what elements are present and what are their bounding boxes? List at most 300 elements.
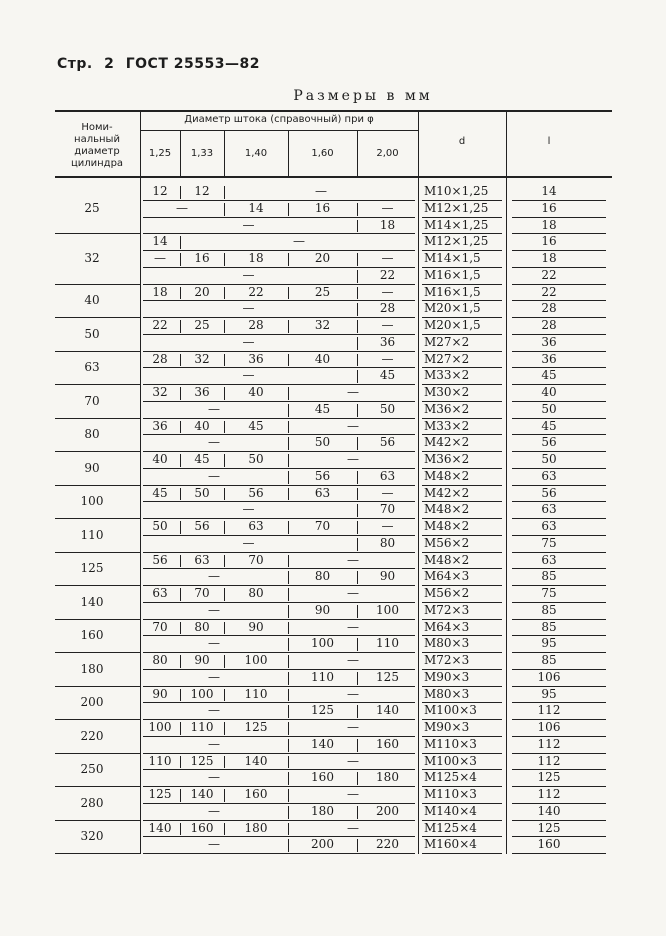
cell-separator [180, 488, 181, 501]
rod-diameter-cell: — [208, 602, 220, 617]
length-cell: 85 [541, 569, 557, 584]
cell-separator [357, 638, 358, 651]
cell-separator [180, 186, 181, 199]
cell-separator [357, 404, 358, 417]
cell-separator [357, 605, 358, 618]
rod-diameter-cell: 18 [248, 251, 264, 265]
rod-diameter-cell: 100 [311, 636, 334, 651]
group-separator [55, 384, 140, 385]
group-separator [55, 284, 140, 285]
length-row-underline [512, 585, 606, 586]
cell-separator [224, 320, 225, 333]
rod-diameter-cell: — [347, 686, 359, 701]
nominal-diameter-cell: 110 [80, 527, 104, 542]
rod-row-underline [143, 786, 415, 787]
rod-diameter-cell: — [208, 770, 220, 785]
group-separator [55, 351, 140, 352]
rod-row-underline [143, 602, 415, 603]
thread-cell: M10×1,25 [424, 184, 489, 198]
rod-diameter-cell: 45 [152, 485, 168, 500]
rod-diameter-cell: 180 [311, 803, 334, 818]
length-cell: 106 [537, 669, 561, 684]
rod-diameter-cell: 50 [194, 485, 210, 500]
rod-diameter-cell: 140 [311, 736, 334, 751]
body-column-rule [506, 176, 507, 854]
thread-cell: M56×2 [424, 586, 470, 600]
length-cell: 63 [541, 468, 557, 483]
length-row-underline [512, 351, 606, 352]
rod-diameter-cell: 80 [248, 586, 264, 600]
rod-diameter-cell: 14 [152, 234, 168, 249]
thread-cell: M160×4 [424, 837, 477, 852]
rod-diameter-cell: 32 [194, 351, 210, 366]
rod-row-underline [143, 803, 415, 804]
cell-separator [224, 756, 225, 769]
group-separator [55, 451, 140, 452]
rod-diameter-cell: 56 [248, 485, 264, 500]
rod-diameter-cell: — [242, 217, 255, 232]
length-row-underline [512, 619, 606, 620]
rod-row-underline [143, 669, 415, 670]
cell-separator [288, 806, 289, 819]
rod-diameter-cell: — [347, 385, 359, 399]
cell-separator [180, 555, 181, 568]
cell-separator [288, 672, 289, 685]
thread-cell: M56×2 [424, 535, 470, 550]
rod-row-underline [143, 233, 415, 234]
rod-diameter-cell: 160 [311, 770, 334, 785]
rod-diameter-cell: — [381, 318, 394, 332]
nominal-diameter-header: диаметр [74, 146, 120, 157]
rod-row-underline [143, 535, 415, 536]
cell-separator [180, 722, 181, 735]
rod-diameter-cell: 180 [244, 820, 268, 835]
cell-separator [288, 756, 289, 769]
thread-cell: M30×2 [424, 385, 470, 399]
cell-separator [288, 739, 289, 752]
rod-diameter-cell: — [381, 351, 394, 366]
length-row-underline [512, 401, 606, 402]
rod-diameter-cell: — [242, 368, 255, 383]
cell-separator [357, 303, 358, 316]
header-phi-rule [224, 130, 225, 176]
nominal-diameter-cell: 220 [80, 728, 104, 743]
rod-diameter-cell: 22 [379, 267, 396, 282]
length-cell: 140 [537, 803, 561, 818]
thread-cell: M110×3 [424, 736, 477, 751]
length-row-underline [512, 250, 606, 251]
thread-cell: M80×3 [424, 686, 470, 701]
cell-separator [180, 521, 181, 534]
thread-cell: M16×1,5 [424, 284, 481, 299]
rod-row-underline [143, 334, 415, 335]
rod-diameter-cell: 12 [194, 184, 210, 198]
rod-row-underline [143, 401, 415, 402]
rod-diameter-cell: 125 [244, 720, 268, 734]
cell-separator [288, 571, 289, 584]
length-row-underline [512, 434, 606, 435]
thread-cell: M27×2 [424, 334, 470, 349]
rod-diameter-cell: 70 [379, 502, 396, 517]
rod-diameter-cell: — [347, 452, 359, 466]
group-separator [55, 786, 140, 787]
length-cell: 22 [541, 267, 557, 282]
length-row-underline [512, 602, 606, 603]
page-number: 2 [104, 56, 115, 72]
rod-diameter-cell: 70 [194, 586, 210, 600]
cell-separator [288, 655, 289, 668]
length-cell: 125 [537, 820, 561, 835]
length-cell: 36 [541, 334, 557, 349]
rod-diameter-cell: 45 [194, 452, 210, 466]
rod-diameter-cell: 70 [152, 619, 168, 634]
cell-separator [180, 655, 181, 668]
rod-row-underline [143, 250, 415, 251]
rod-diameter-cell: 90 [152, 686, 168, 701]
rod-diameter-cell: 160 [190, 820, 214, 835]
nominal-diameter-cell: 200 [80, 695, 104, 710]
cell-separator [288, 789, 289, 802]
cell-separator [288, 471, 289, 484]
thread-cell: M80×3 [424, 636, 470, 651]
cell-separator [180, 588, 181, 601]
cell-separator [224, 186, 225, 199]
rod-row-underline [143, 820, 415, 821]
cell-separator [288, 437, 289, 450]
header-bottom-rule [55, 176, 612, 178]
cell-separator [357, 739, 358, 752]
group-separator [55, 418, 140, 419]
rod-row-underline [143, 853, 415, 854]
nominal-diameter-cell: 140 [80, 594, 104, 609]
rod-row-underline [143, 836, 415, 837]
length-row-underline [512, 652, 606, 653]
cell-separator [288, 203, 289, 216]
cell-separator [180, 387, 181, 400]
length-row-underline [512, 317, 606, 318]
rod-diameter-cell: 20 [314, 251, 331, 265]
rod-diameter-cell: 16 [314, 200, 331, 215]
rod-diameter-cell: 40 [194, 418, 210, 433]
rod-diameter-cell: 140 [148, 820, 172, 835]
cell-separator [224, 555, 225, 568]
rod-diameter-cell: — [242, 267, 255, 282]
cell-separator [288, 354, 289, 367]
rod-diameter-cell: — [347, 418, 359, 433]
header-phi-rule [180, 130, 181, 176]
length-cell: 28 [541, 318, 557, 332]
rod-row-underline [143, 552, 415, 553]
rod-diameter-cell: 220 [376, 837, 399, 852]
phi-header: 1,40 [244, 148, 268, 159]
cell-separator [180, 454, 181, 467]
rod-diameter-cell: 25 [314, 284, 331, 299]
nominal-diameter-cell: 250 [80, 762, 104, 777]
rod-diameter-cell: 80 [152, 653, 168, 667]
thread-cell: M48×2 [424, 468, 470, 483]
thread-cell: M48×2 [424, 552, 470, 567]
rod-diameter-cell: 12 [152, 184, 168, 198]
cell-separator [180, 421, 181, 434]
rod-diameter-cell: — [347, 653, 359, 667]
cell-separator [180, 622, 181, 635]
cell-separator [224, 253, 225, 266]
cell-separator [357, 354, 358, 367]
rod-row-underline [143, 434, 415, 435]
nominal-diameter-header: Номи- [81, 122, 113, 133]
nominal-diameter-cell: 63 [84, 360, 100, 375]
length-row-underline [512, 635, 606, 636]
rod-diameter-cell: — [347, 720, 359, 734]
length-cell: 112 [537, 703, 561, 718]
thread-cell: M100×3 [424, 753, 477, 768]
rod-diameter-cell: 45 [248, 418, 264, 433]
group-separator [55, 753, 140, 754]
length-row-underline [512, 300, 606, 301]
length-row-underline [512, 367, 606, 368]
thread-cell: M27×2 [424, 351, 470, 366]
thread-cell: M36×2 [424, 401, 470, 416]
group-separator [55, 485, 140, 486]
rod-diameter-cell: 63 [379, 468, 396, 483]
length-cell: 85 [541, 619, 557, 634]
cell-separator [288, 521, 289, 534]
length-cell: 63 [541, 519, 557, 533]
rod-diameter-cell: 80 [314, 569, 331, 584]
rod-diameter-cell: 45 [314, 401, 331, 416]
group-separator [55, 585, 140, 586]
rod-diameter-cell: 28 [379, 301, 396, 316]
cell-separator [224, 354, 225, 367]
phi-header: 1,60 [311, 148, 334, 159]
rod-row-underline [143, 384, 415, 385]
cell-separator [288, 839, 289, 852]
rod-row-underline [143, 217, 415, 218]
rod-diameter-cell: — [208, 569, 220, 584]
cell-separator [288, 555, 289, 568]
cell-separator [357, 253, 358, 266]
rod-diameter-cell: 110 [376, 636, 399, 651]
length-cell: 85 [541, 602, 557, 617]
thread-cell: M33×2 [424, 368, 470, 383]
thread-cell: M100×3 [424, 703, 477, 718]
header-top-rule [55, 110, 612, 112]
cell-separator [180, 320, 181, 333]
cell-separator [288, 253, 289, 266]
rod-diameter-cell: 125 [190, 753, 214, 768]
cell-separator [180, 756, 181, 769]
cell-separator [224, 203, 225, 216]
rod-row-underline [143, 518, 415, 519]
thread-cell: M90×3 [424, 669, 470, 684]
rod-diameter-cell: — [242, 535, 255, 550]
standard-number: ГОСТ 25553—82 [125, 56, 260, 72]
rod-diameter-cell: 56 [194, 519, 210, 533]
length-cell: 75 [541, 586, 557, 600]
header-column-rule [418, 110, 419, 176]
cell-separator [357, 705, 358, 718]
rod-diameter-cell: 160 [376, 736, 399, 751]
length-cell: 36 [541, 351, 557, 366]
length-row-underline [512, 501, 606, 502]
rod-diameter-cell: 90 [314, 602, 331, 617]
rod-diameter-cell: 25 [194, 318, 210, 332]
length-cell: 112 [537, 753, 561, 768]
length-row-underline [512, 853, 606, 854]
rod-diameter-cell: — [381, 519, 394, 533]
rod-diameter-cell: 63 [248, 519, 264, 533]
rod-diameter-cell: 200 [376, 803, 399, 818]
thread-cell: M20×1,5 [424, 301, 481, 316]
rod-row-underline [143, 736, 415, 737]
rod-row-underline [143, 753, 415, 754]
group-separator [55, 686, 140, 687]
body-column-rule [140, 176, 141, 854]
nominal-diameter-cell: 320 [80, 829, 104, 844]
thread-cell: M125×4 [424, 820, 477, 835]
rod-row-underline [143, 351, 415, 352]
page-label: Стр. [57, 56, 93, 72]
cell-separator [357, 488, 358, 501]
rod-row-underline [143, 652, 415, 653]
rod-diameter-cell: 110 [148, 753, 172, 768]
rod-diameter-cell: — [208, 736, 220, 751]
header-phi-rule [357, 130, 358, 176]
rod-diameter-cell: 125 [148, 787, 172, 801]
rod-row-underline [143, 501, 415, 502]
length-cell: 16 [541, 234, 557, 249]
rod-diameter-cell: 18 [379, 217, 396, 232]
rod-row-underline [143, 300, 415, 301]
rod-row-underline [143, 619, 415, 620]
rod-row-underline [143, 284, 415, 285]
nominal-diameter-cell: 25 [84, 201, 100, 216]
rod-diameter-cell: — [242, 502, 255, 517]
rod-diameter-cell: — [242, 334, 255, 349]
cell-separator [357, 471, 358, 484]
rod-row-underline [143, 585, 415, 586]
rod-diameter-cell: 56 [314, 468, 331, 483]
cell-separator [180, 253, 181, 266]
length-row-underline [512, 267, 606, 268]
thread-cell: M16×1,5 [424, 267, 481, 282]
rod-diameter-cell: 140 [376, 703, 399, 718]
rod-diameter-cell: — [347, 753, 359, 768]
length-cell: 50 [541, 401, 557, 416]
cell-separator [180, 789, 181, 802]
rod-diameter-cell: 40 [152, 452, 168, 466]
nominal-diameter-cell: 70 [84, 393, 100, 408]
rod-diameter-cell: — [176, 200, 188, 215]
rod-diameter-cell: — [242, 301, 255, 316]
nominal-diameter-cell: 180 [80, 661, 104, 676]
length-cell: 18 [541, 217, 557, 232]
group-separator [55, 619, 140, 620]
length-cell: 22 [541, 284, 557, 299]
cell-separator [224, 622, 225, 635]
rod-diameter-cell: 18 [152, 284, 168, 299]
rod-row-underline [143, 468, 415, 469]
length-cell: 50 [541, 452, 557, 466]
rod-diameter-cell: 140 [190, 787, 214, 801]
rod-diameter-cell: — [347, 586, 359, 600]
thread-cell: M14×1,25 [424, 217, 489, 232]
cell-separator [357, 839, 358, 852]
rod-diameter-cell: 14 [248, 200, 264, 215]
rod-diameter-cell: 50 [152, 519, 168, 533]
cell-separator [288, 488, 289, 501]
length-row-underline [512, 485, 606, 486]
header-phi-rule [288, 130, 289, 176]
cell-separator [224, 421, 225, 434]
group-separator [55, 518, 140, 519]
rod-diameter-cell: 16 [194, 251, 210, 265]
length-cell: 14 [541, 184, 557, 198]
cell-separator [288, 387, 289, 400]
cell-separator [288, 638, 289, 651]
rod-diameter-cell: — [347, 552, 359, 567]
header-column-rule [140, 110, 141, 176]
nominal-diameter-cell: 125 [80, 561, 104, 576]
rod-diameter-cell: — [208, 401, 220, 416]
rod-row-underline [143, 267, 415, 268]
rod-diameter-cell: 22 [248, 284, 264, 299]
table-caption: Размеры в мм [293, 88, 433, 104]
length-row-underline [512, 468, 606, 469]
thread-cell: M64×3 [424, 619, 470, 634]
cell-separator [288, 454, 289, 467]
length-cell: 56 [541, 485, 557, 500]
cell-separator [357, 220, 358, 233]
cell-separator [357, 672, 358, 685]
group-separator [55, 233, 140, 234]
length-header: l [547, 136, 551, 147]
phi-header: 2,00 [376, 148, 399, 159]
rod-diameter-cell: 110 [311, 669, 334, 684]
cell-separator [357, 437, 358, 450]
cell-separator [224, 689, 225, 702]
cell-separator [288, 705, 289, 718]
cell-separator [357, 521, 358, 534]
cell-separator [180, 236, 181, 249]
length-cell: 125 [537, 770, 561, 785]
nominal-diameter-cell: 80 [84, 427, 100, 442]
rod-row-underline [143, 367, 415, 368]
cell-separator [180, 354, 181, 367]
rod-row-underline [143, 451, 415, 452]
length-cell: 18 [541, 251, 557, 265]
cell-separator [224, 454, 225, 467]
cell-separator [224, 387, 225, 400]
rod-diameter-cell: 110 [244, 686, 268, 701]
rod-diameter-cell: 36 [194, 385, 210, 399]
group-separator [55, 719, 140, 720]
rod-diameter-cell: 40 [248, 385, 264, 399]
thread-header: d [458, 136, 466, 147]
cell-separator [357, 287, 358, 300]
thread-cell: M90×3 [424, 720, 470, 734]
group-separator [55, 820, 140, 821]
rod-diameter-cell: 56 [379, 435, 396, 450]
nominal-diameter-cell: 40 [84, 293, 100, 308]
length-cell: 75 [541, 535, 557, 550]
nominal-diameter-header: цилиндра [70, 158, 124, 169]
cell-separator [224, 488, 225, 501]
rod-diameter-cell: 63 [314, 485, 331, 500]
rod-row-underline [143, 635, 415, 636]
rod-diameter-cell: — [381, 200, 394, 215]
cell-separator [180, 287, 181, 300]
